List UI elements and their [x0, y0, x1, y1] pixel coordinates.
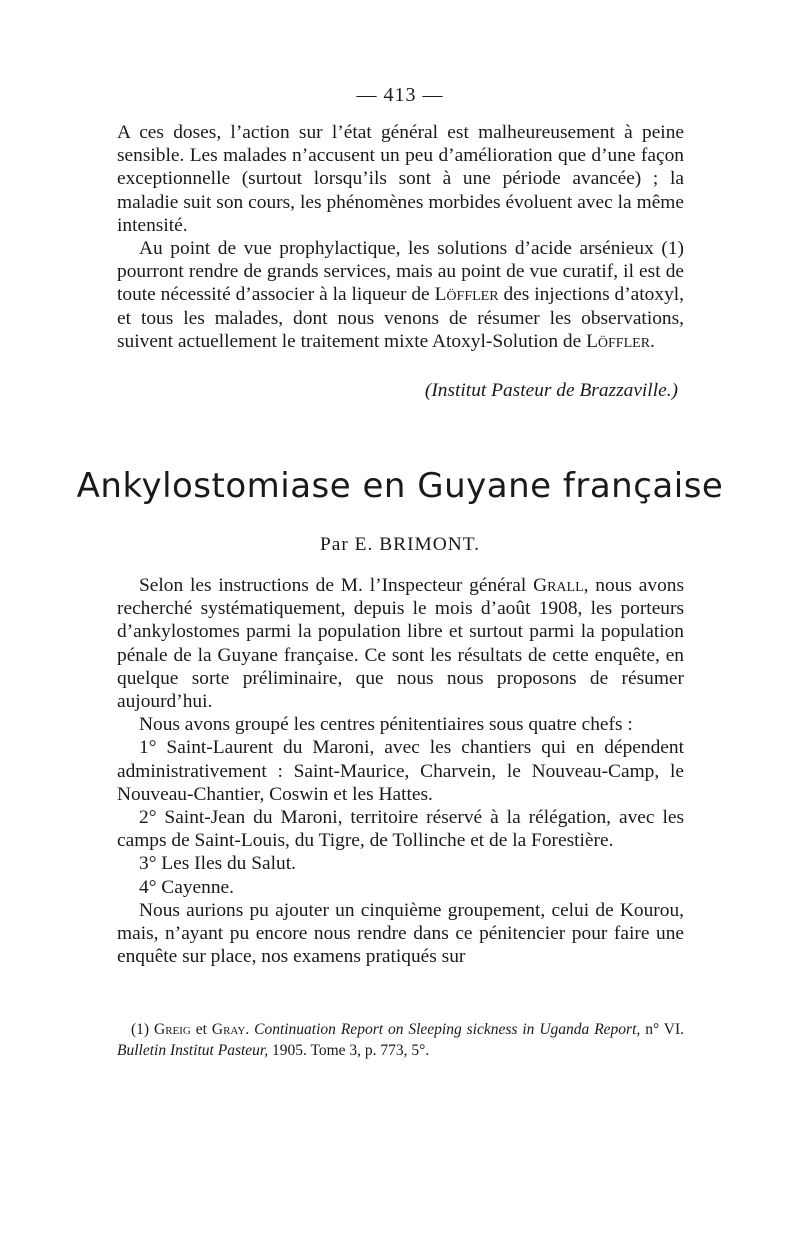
intro-p2-text-b: des injections d’atoxyl, et tous les malades, dont nous venons de résumer les observations, suivent actuellement le traitement mixte Atoxyl-Solution de	[117, 284, 684, 352]
body-paragraph-3: Nous aurions pu ajouter un cinquième groupement, celui de Kourou, mais, n’ayant pu encore nous rendre dans ce pénitencier pour faire une enquête sur place, nos examens pratiqués sur	[117, 899, 684, 968]
body-p1-text-b: , nous avons recherché systématiquement, depuis le mois d’août 1908, les porteurs d’ankylostomes parmi la population libre et surtout parmi la population pénale de la Guyane française. Ce sont les résultats de cette enquête, en quelque sorte préliminaire, que nous nous proposons de résumer aujourd’hui.	[117, 575, 685, 713]
footnote-journal: Bulletin Institut Pasteur,	[117, 1042, 269, 1059]
article-title: Ankylostomiase en Guyane française	[76, 466, 724, 506]
footnote	[117, 1019, 684, 1061]
institution-signature: (Institut Pasteur de Brazzaville.)	[424, 380, 678, 401]
intro-p2-end: .	[650, 330, 655, 352]
footnote-marker: (1)	[131, 1021, 150, 1038]
footnote-text: (1) Greig et Gray. Continuation Report on Sleeping sickness in Uganda Report, n° VI. Bulletin Institut Pasteur, 1905. Tome 3, p. 773, 5°.	[117, 1021, 685, 1059]
intro-paragraph-1: A ces doses, l’action sur l’état général est malheureusement à peine sensible. Les malades n’accusent un peu d’amélioration que d’une façon exceptionnelle (surtout lorsqu’ils sont à une période avancée) ; la maladie suit son cours, les phénomènes morbides évoluent avec la même intensité.	[117, 122, 684, 236]
article-body	[117, 574, 684, 968]
list-item: 1° Saint-Laurent du Maroni, avec les chantiers qui en dépendent administrativement : Saint-Maurice, Charvein, le Nouveau-Camp, le Nouveau-Chantier, Coswin et les Hattes.	[117, 737, 684, 805]
body-p1-text-a: Selon les instructions de M. l’Inspecteur général	[139, 575, 527, 596]
list-item: 3° Les Iles du Salut.	[139, 853, 296, 875]
intro-p2-text-a: Au point de vue prophylactique, les solutions d’acide arsénieux (1) pourront rendre de grands services, mais au point de vue curatif, il est de toute nécessité d’associer à la liqueur de	[117, 238, 684, 306]
footnote-author-gray: Gray	[211, 1021, 246, 1038]
article-author: Par E. BRIMONT.	[319, 534, 481, 555]
footnote-report-number: n° VI.	[645, 1021, 685, 1038]
footnote-author-greig: Greig	[154, 1021, 191, 1038]
footnote-report-title: Continuation Report on Sleeping sickness in Uganda Report,	[254, 1021, 641, 1038]
list-item: 2° Saint-Jean du Maroni, territoire réservé à la rélégation, avec les camps de Saint-Louis, du Tigre, de Tollinche et de la Forestière.	[117, 807, 684, 852]
author-name-grall: Grall	[533, 575, 584, 596]
page-number: — 413 —	[356, 84, 444, 106]
footnote-connector: et	[195, 1021, 207, 1038]
list-item: 4° Cayenne.	[139, 876, 234, 898]
body-paragraph-2: Nous avons groupé les centres pénitentiaires sous quatre chefs :	[139, 714, 633, 736]
intro-section	[117, 121, 684, 353]
body-paragraph-1	[117, 574, 684, 713]
intro-paragraph-2	[117, 237, 684, 353]
author-name-loffler-2: Löffler	[586, 330, 651, 352]
footnote-citation: 1905. Tome 3, p. 773, 5°.	[272, 1042, 430, 1059]
author-name-loffler-1: Löffler	[434, 284, 499, 306]
